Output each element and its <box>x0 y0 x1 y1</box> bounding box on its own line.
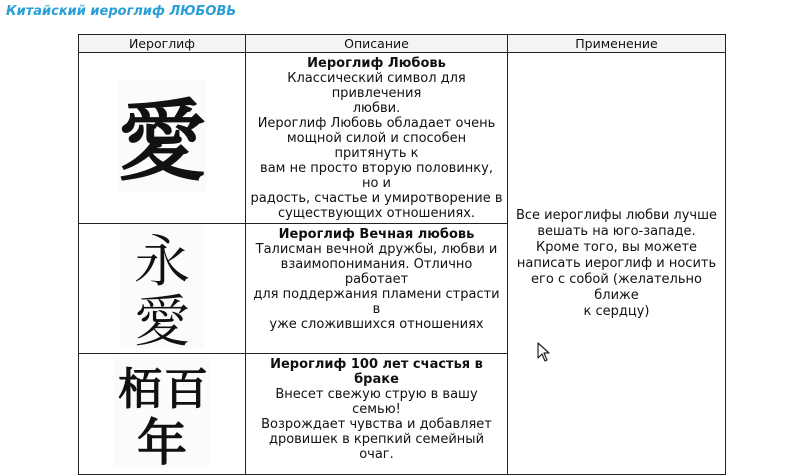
glyph-cell-love <box>79 53 246 224</box>
glyph-image-eternal-love <box>120 225 204 349</box>
description-line: любви. <box>352 101 401 116</box>
description-line: взаимопонимания. Отлично работает <box>280 257 473 287</box>
description-line: Талисман вечной дружбы, любви и <box>255 242 498 257</box>
description-line: Классический символ для привлечения <box>287 71 466 101</box>
description-line: уже сложившихся отношениях <box>269 317 484 332</box>
description-title: Иероглиф Любовь <box>307 56 446 71</box>
glyph-hundred: 百 <box>164 364 208 415</box>
application-line: его с собой (желательно ближе <box>531 271 702 303</box>
page-title: Китайский иероглиф ЛЮБОВЬ <box>6 4 237 19</box>
description-100-years <box>246 354 508 475</box>
application-line: вешать на юго-западе. <box>537 223 696 239</box>
glyph-cell-eternal-love <box>79 224 246 354</box>
glyph-year: 年 <box>137 413 187 468</box>
description-line: для поддержания пламени страсти в <box>253 287 500 317</box>
glyph-love-small: 愛 <box>134 289 190 349</box>
glyph-eternal: 永 <box>134 229 190 295</box>
glyph-cypress: 栢 <box>118 364 162 415</box>
application-cell <box>508 53 726 475</box>
application-line: Кроме того, вы можете <box>535 239 698 255</box>
description-line: Иероглиф Любовь обладает очень <box>257 116 496 131</box>
glyph-cell-100-years <box>79 354 246 475</box>
table-header-row <box>79 35 726 53</box>
description-title: Иероглиф 100 лет счастья в браке <box>270 357 483 387</box>
description-line: Возрождает чувства и добавляет <box>261 417 492 432</box>
description-line: мощной силой и способен притянуть к <box>286 131 467 161</box>
header-description: Описание <box>246 35 508 53</box>
description-title: Иероглиф Вечная любовь <box>278 227 475 242</box>
glyph-love: 愛 <box>117 89 207 192</box>
hieroglyph-table <box>78 34 726 475</box>
description-line: дровишек в крепкий семейный очаг. <box>268 432 485 462</box>
header-application: Применение <box>508 35 726 53</box>
table-row <box>79 53 726 224</box>
description-eternal-love <box>246 224 508 354</box>
header-hieroglyph: Иероглиф <box>79 35 246 53</box>
description-line: существующих отношениях. <box>277 206 476 221</box>
glyph-image-love <box>117 80 207 192</box>
description-line: радость, счастье и умиротворение в <box>250 191 503 206</box>
application-line: Все иероглифы любви лучше <box>515 207 718 223</box>
mouse-pointer-icon <box>537 342 551 362</box>
application-line: к сердцу) <box>583 303 650 319</box>
glyph-image-100-years <box>114 356 210 468</box>
description-love <box>246 53 508 224</box>
description-line: Внесет свежую струю в вашу семью! <box>275 387 478 417</box>
application-line: написать иероглиф и носить <box>516 255 717 271</box>
description-line: вам не просто вторую половинку, но и <box>260 161 493 191</box>
